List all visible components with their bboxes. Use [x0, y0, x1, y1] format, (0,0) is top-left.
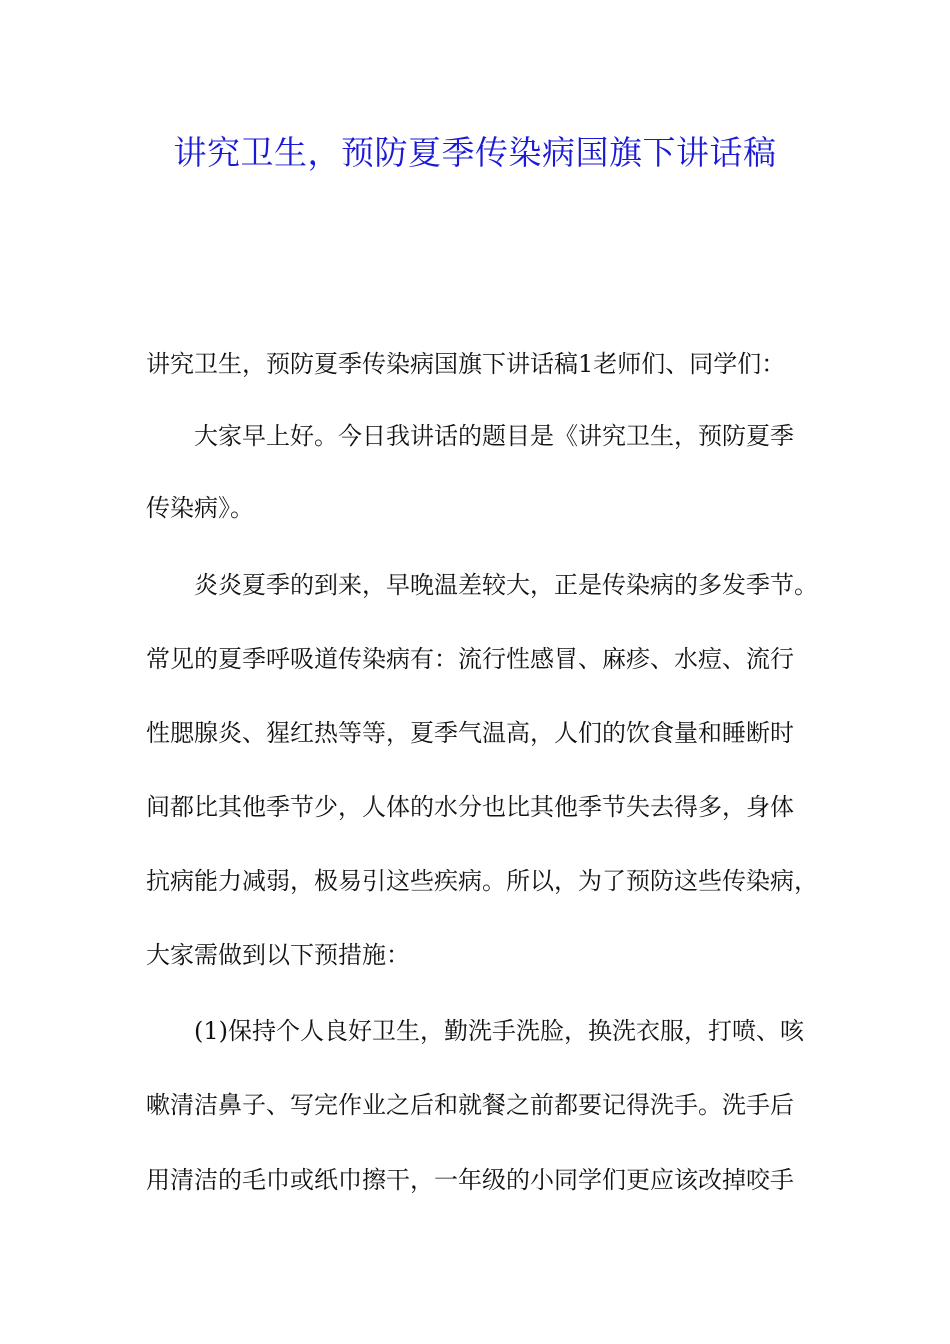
document-title: 讲究卫生，预防夏季传染病国旗下讲话稿 — [173, 133, 777, 172]
paragraph-line: 炎炎夏季的到来，早晚温差较大，正是传染病的多发季节。 — [194, 571, 818, 599]
paragraph-line: 大家需做到以下预措施： — [146, 941, 410, 969]
paragraph-line: 性腮腺炎、猩红热等等，夏季气温高，人们的饮食量和睡断时 — [146, 719, 794, 747]
paragraph-line: 抗病能力减弱，极易引这些疾病。所以，为了预防这些传染病， — [146, 867, 818, 895]
paragraph-line: 传染病》。 — [146, 494, 254, 522]
paragraph-line: 讲究卫生，预防夏季传染病国旗下讲话稿1老师们、同学们： — [146, 350, 786, 378]
paragraph-line: 用清洁的毛巾或纸巾擦干，一年级的小同学们更应该改掉咬手 — [146, 1166, 794, 1194]
paragraph-line: 嗽清洁鼻子、写完作业之后和就餐之前都要记得洗手。洗手后 — [146, 1091, 794, 1119]
paragraph-line: 大家早上好。今日我讲话的题目是《讲究卫生，预防夏季 — [194, 422, 794, 450]
paragraph-line: 常见的夏季呼吸道传染病有：流行性感冒、麻疹、水痘、流行 — [146, 645, 794, 673]
paragraph-line: 间都比其他季节少，人体的水分也比其他季节失去得多，身体 — [146, 793, 794, 821]
paragraph-line: (1)保持个人良好卫生，勤洗手洗脸，换洗衣服，打喷、咳 — [194, 1017, 804, 1045]
